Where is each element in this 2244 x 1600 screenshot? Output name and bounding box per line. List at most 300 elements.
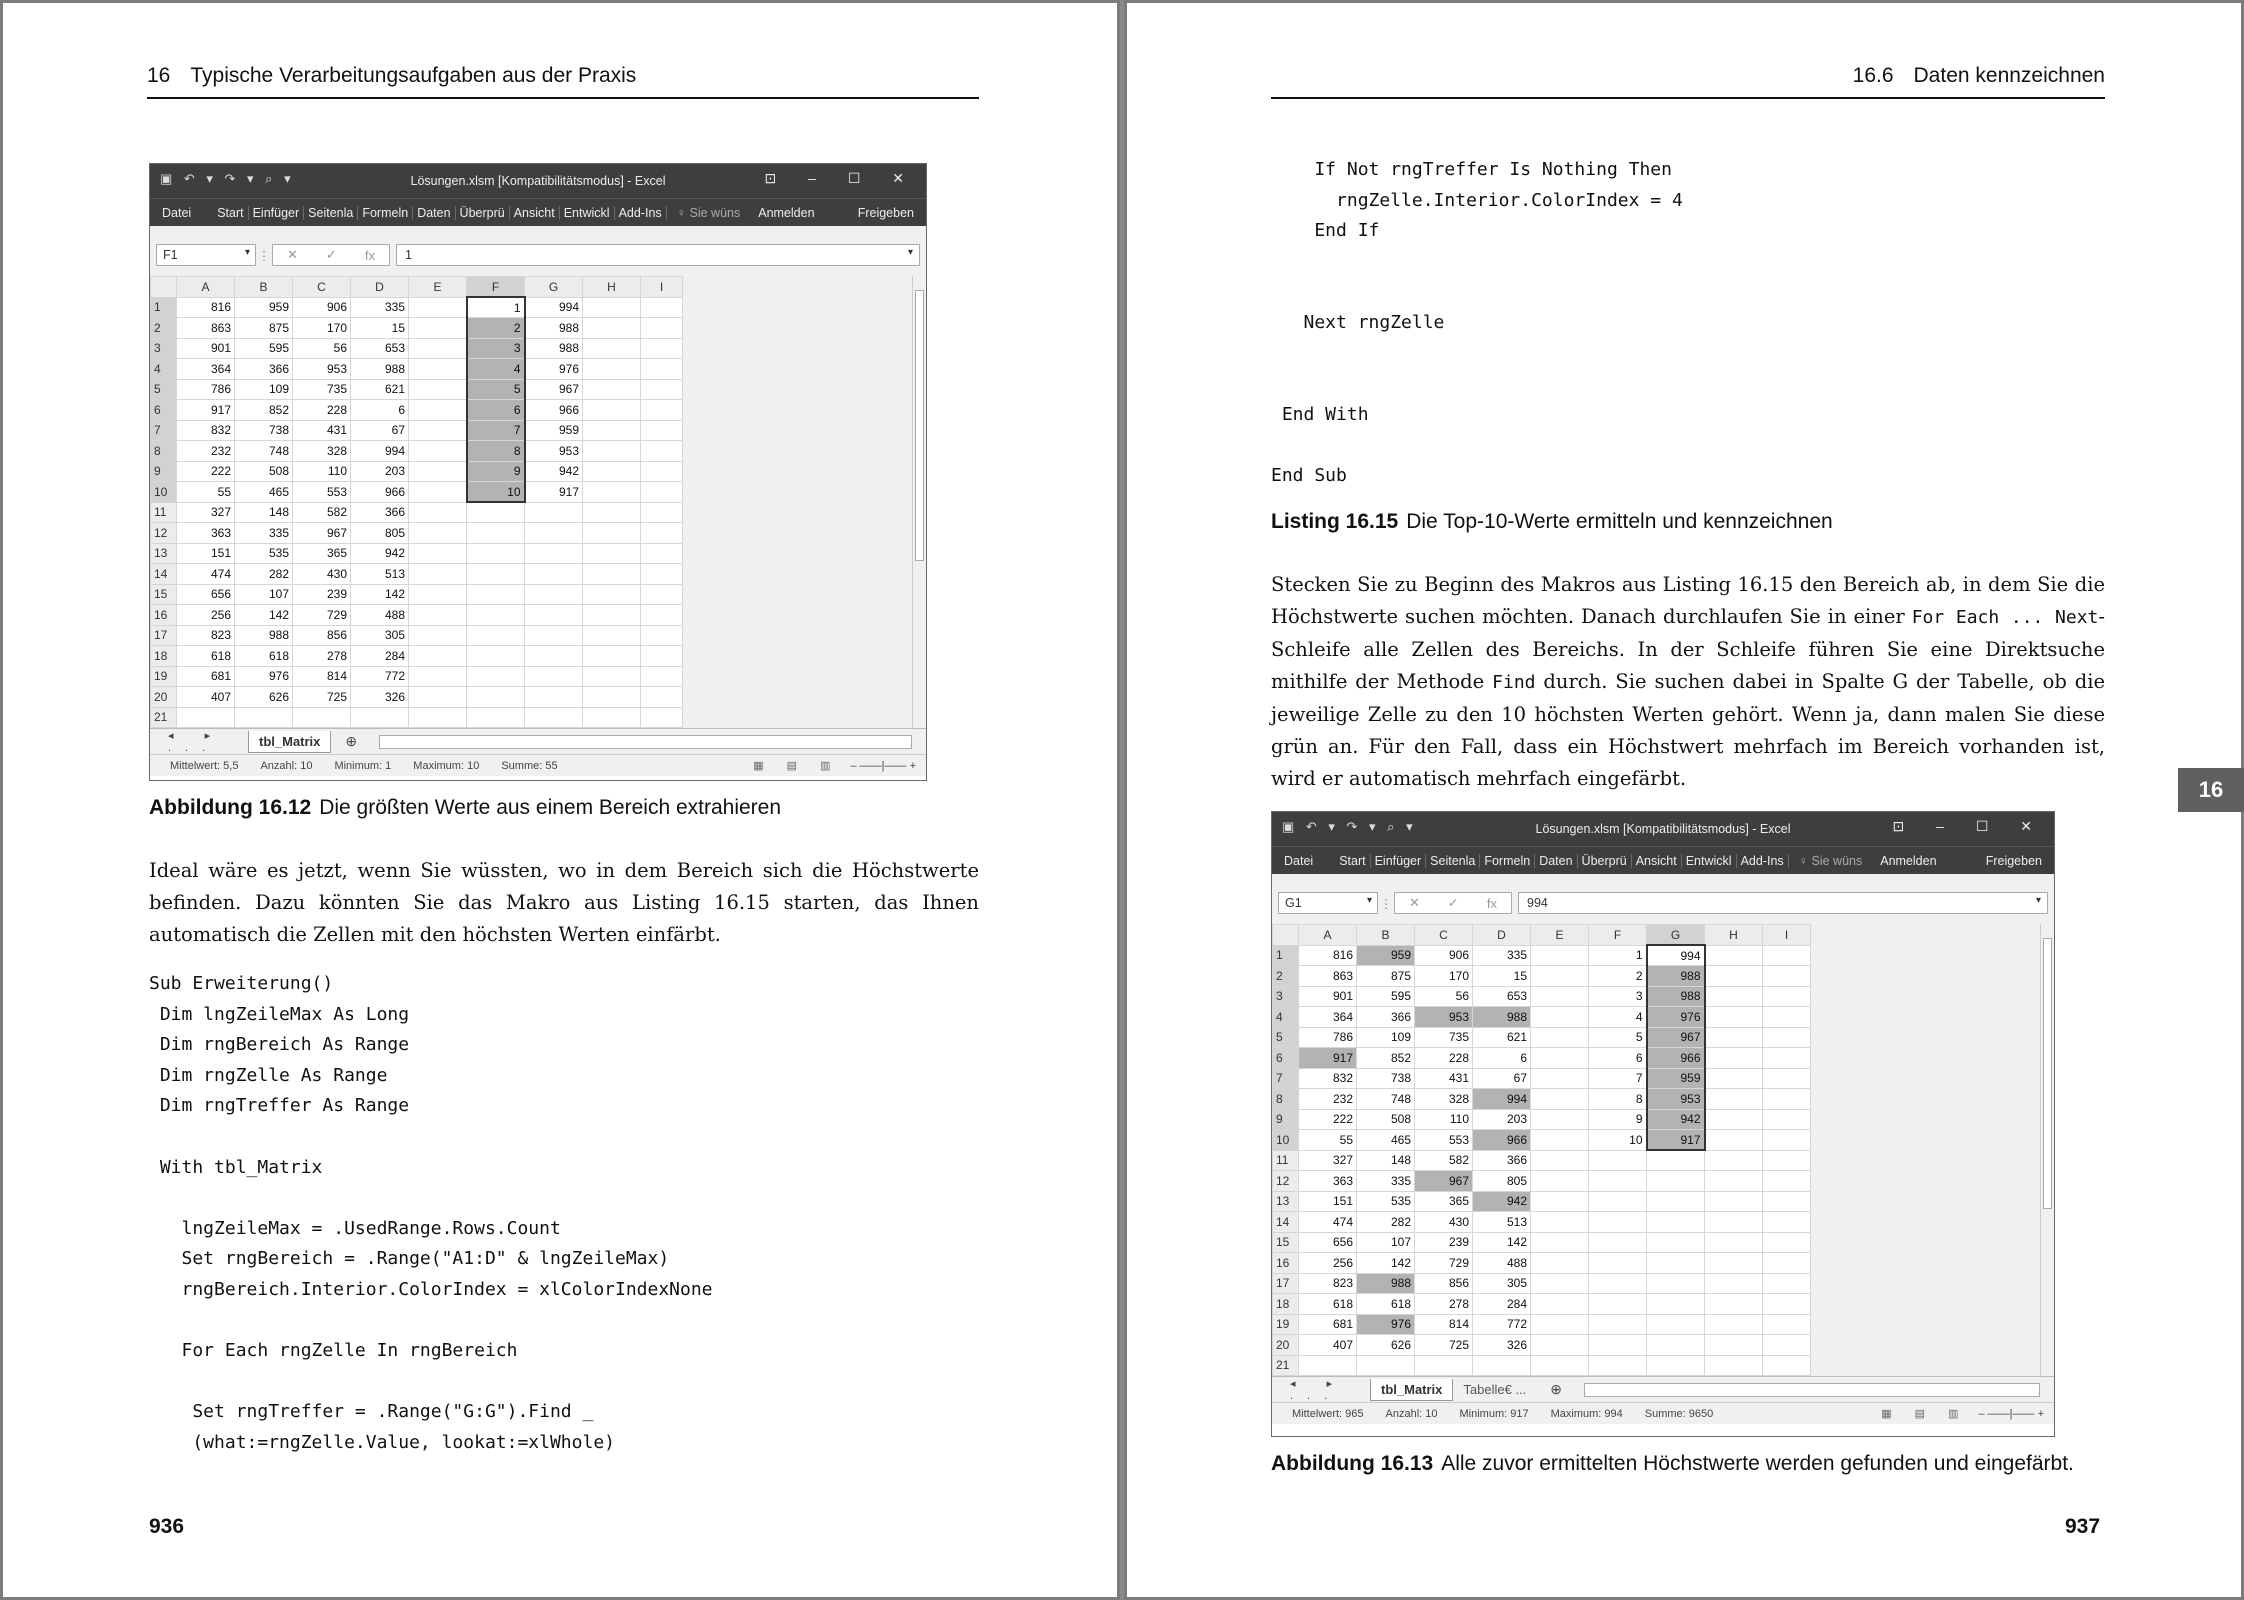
grid-cell[interactable] <box>1763 1150 1811 1171</box>
grid-cell[interactable]: 725 <box>293 687 351 708</box>
grid-cell[interactable] <box>525 543 583 564</box>
grid-cell[interactable] <box>583 338 641 359</box>
grid-cell[interactable]: 7 <box>467 420 525 441</box>
column-header-g[interactable]: G <box>525 277 583 298</box>
grid-cell[interactable]: 488 <box>351 605 409 626</box>
grid-cell[interactable]: 474 <box>1299 1212 1357 1233</box>
grid-cell[interactable] <box>525 605 583 626</box>
grid-cell[interactable]: 772 <box>1473 1314 1531 1335</box>
horizontal-scrollbar[interactable] <box>1584 1383 2040 1397</box>
grid-cell[interactable] <box>467 646 525 667</box>
grid-cell[interactable] <box>1763 1048 1811 1069</box>
grid-cell[interactable]: 508 <box>235 461 293 482</box>
tab-seitenla[interactable]: Seitenla <box>304 206 358 220</box>
grid-cell[interactable] <box>583 318 641 339</box>
grid-cell[interactable] <box>409 687 467 708</box>
grid-cell[interactable] <box>409 482 467 503</box>
grid-cell[interactable] <box>467 564 525 585</box>
grid-cell[interactable]: 595 <box>1357 986 1415 1007</box>
grid-cell[interactable] <box>525 584 583 605</box>
grid-cell[interactable] <box>1531 1273 1589 1294</box>
grid-cell[interactable]: 328 <box>293 441 351 462</box>
view-buttons[interactable]: ▦ ▤ ▥ <box>753 760 841 772</box>
grid-cell[interactable] <box>1705 966 1763 987</box>
column-header-b[interactable]: B <box>1357 925 1415 946</box>
grid-cell[interactable]: 772 <box>351 666 409 687</box>
grid-cell[interactable] <box>1299 1355 1357 1376</box>
grid-cell[interactable]: 8 <box>467 441 525 462</box>
row-header[interactable]: 8 <box>151 441 177 462</box>
tab-daten[interactable]: Daten <box>1535 854 1577 868</box>
grid-cell[interactable]: 366 <box>1357 1007 1415 1028</box>
grid-cell[interactable] <box>235 707 293 728</box>
grid-cell[interactable] <box>583 379 641 400</box>
grid-cell[interactable] <box>641 441 683 462</box>
grid-cell[interactable] <box>467 666 525 687</box>
confirm-icon[interactable]: ✓ <box>1447 895 1459 910</box>
grid-cell[interactable] <box>467 543 525 564</box>
grid-cell[interactable]: 4 <box>467 359 525 380</box>
grid-cell[interactable] <box>1531 1294 1589 1315</box>
grid-cell[interactable]: 7 <box>1589 1068 1647 1089</box>
grid-cell[interactable] <box>1763 1191 1811 1212</box>
grid-cell[interactable]: 239 <box>1415 1232 1473 1253</box>
grid-cell[interactable] <box>641 482 683 503</box>
grid-cell[interactable] <box>1705 1150 1763 1171</box>
grid-cell[interactable]: 953 <box>1415 1007 1473 1028</box>
grid-cell[interactable]: 994 <box>1473 1089 1531 1110</box>
formula-bar-splitter[interactable]: ⋮ <box>257 248 271 263</box>
grid-cell[interactable]: 107 <box>1357 1232 1415 1253</box>
row-header[interactable]: 3 <box>151 338 177 359</box>
grid-cell[interactable] <box>1705 1355 1763 1376</box>
grid-cell[interactable]: 148 <box>1357 1150 1415 1171</box>
grid-cell[interactable]: 67 <box>351 420 409 441</box>
grid-cell[interactable]: 618 <box>1299 1294 1357 1315</box>
grid-cell[interactable]: 282 <box>1357 1212 1415 1233</box>
grid-cell[interactable] <box>467 605 525 626</box>
grid-cell[interactable] <box>1531 1068 1589 1089</box>
grid-cell[interactable]: 55 <box>1299 1130 1357 1151</box>
grid-cell[interactable] <box>1705 1314 1763 1335</box>
grid-cell[interactable] <box>641 297 683 318</box>
row-header[interactable]: 5 <box>1273 1027 1299 1048</box>
grid-cell[interactable] <box>409 584 467 605</box>
row-header[interactable]: 15 <box>1273 1232 1299 1253</box>
grid-cell[interactable] <box>1531 1007 1589 1028</box>
grid-cell[interactable] <box>641 625 683 646</box>
grid-cell[interactable] <box>641 707 683 728</box>
grid-cell[interactable]: 56 <box>293 338 351 359</box>
grid-cell[interactable] <box>1589 1212 1647 1233</box>
grid-cell[interactable] <box>1589 1253 1647 1274</box>
grid-cell[interactable]: 15 <box>1473 966 1531 987</box>
scroll-thumb[interactable] <box>2043 938 2052 1209</box>
grid-cell[interactable]: 2 <box>467 318 525 339</box>
column-header-i[interactable]: I <box>641 277 683 298</box>
grid-cell[interactable] <box>1531 945 1589 966</box>
grid-cell[interactable] <box>1763 1355 1811 1376</box>
grid-cell[interactable]: 967 <box>1647 1027 1705 1048</box>
grid-cell[interactable]: 786 <box>177 379 235 400</box>
grid-cell[interactable] <box>641 461 683 482</box>
grid-cell[interactable]: 335 <box>351 297 409 318</box>
grid-cell[interactable] <box>1531 1027 1589 1048</box>
vertical-scrollbar[interactable] <box>912 276 926 728</box>
grid-cell[interactable] <box>1589 1150 1647 1171</box>
grid-cell[interactable]: 735 <box>293 379 351 400</box>
grid-cell[interactable]: 109 <box>1357 1027 1415 1048</box>
grid-cell[interactable] <box>1531 1232 1589 1253</box>
row-header[interactable]: 12 <box>1273 1171 1299 1192</box>
select-all-corner[interactable] <box>1273 925 1299 946</box>
column-header-h[interactable]: H <box>1705 925 1763 946</box>
grid-cell[interactable]: 535 <box>235 543 293 564</box>
grid-cell[interactable]: 901 <box>1299 986 1357 1007</box>
tab-einfüger[interactable]: Einfüger <box>1371 854 1427 868</box>
grid-cell[interactable]: 465 <box>1357 1130 1415 1151</box>
grid-cell[interactable]: 366 <box>1473 1150 1531 1171</box>
grid-cell[interactable] <box>409 338 467 359</box>
grid-cell[interactable]: 3 <box>1589 986 1647 1007</box>
column-header-f[interactable]: F <box>467 277 525 298</box>
column-header-e[interactable]: E <box>409 277 467 298</box>
grid-cell[interactable]: 966 <box>1473 1130 1531 1151</box>
grid-cell[interactable]: 364 <box>177 359 235 380</box>
column-header-e[interactable]: E <box>1531 925 1589 946</box>
grid-cell[interactable] <box>1705 986 1763 1007</box>
share-button[interactable]: Freigeben <box>857 205 914 220</box>
grid-cell[interactable] <box>1763 1253 1811 1274</box>
grid-cell[interactable]: 142 <box>1357 1253 1415 1274</box>
grid-cell[interactable] <box>1647 1273 1705 1294</box>
tab-start[interactable]: Start <box>1335 854 1370 868</box>
grid-cell[interactable]: 621 <box>351 379 409 400</box>
grid-cell[interactable]: 729 <box>1415 1253 1473 1274</box>
grid-cell[interactable]: 863 <box>177 318 235 339</box>
grid-cell[interactable] <box>641 646 683 667</box>
grid-cell[interactable]: 653 <box>1473 986 1531 1007</box>
grid-cell[interactable] <box>1647 1314 1705 1335</box>
grid-cell[interactable] <box>1589 1191 1647 1212</box>
grid-cell[interactable]: 656 <box>1299 1232 1357 1253</box>
tab-formeln[interactable]: Formeln <box>358 206 413 220</box>
quick-access-toolbar[interactable]: ▣ ↶ ▾ ↷ ▾ ⌕ ▾ <box>1282 819 1417 834</box>
grid-cell[interactable]: 366 <box>351 502 409 523</box>
row-header[interactable]: 15 <box>151 584 177 605</box>
grid-cell[interactable]: 966 <box>351 482 409 503</box>
grid-cell[interactable] <box>1763 1335 1811 1356</box>
grid-cell[interactable] <box>525 523 583 544</box>
grid-cell[interactable]: 735 <box>1415 1027 1473 1048</box>
grid-cell[interactable]: 107 <box>235 584 293 605</box>
grid-cell[interactable]: 875 <box>235 318 293 339</box>
row-header[interactable]: 13 <box>151 543 177 564</box>
grid-cell[interactable] <box>409 502 467 523</box>
grid-cell[interactable]: 15 <box>351 318 409 339</box>
grid-cell[interactable]: 976 <box>1357 1314 1415 1335</box>
sign-in-link[interactable]: Anmelden <box>1880 853 1937 868</box>
grid-cell[interactable] <box>525 502 583 523</box>
grid-cell[interactable]: 508 <box>1357 1109 1415 1130</box>
grid-cell[interactable]: 816 <box>1299 945 1357 966</box>
grid-cell[interactable] <box>1763 1068 1811 1089</box>
zoom-slider[interactable]: – ——|—— + <box>850 759 916 772</box>
grid-cell[interactable]: 816 <box>177 297 235 318</box>
grid-cell[interactable]: 814 <box>293 666 351 687</box>
tell-me-search[interactable]: ♀ Sie wüns <box>1798 853 1863 868</box>
row-header[interactable]: 19 <box>1273 1314 1299 1335</box>
grid-cell[interactable] <box>1647 1232 1705 1253</box>
grid-cell[interactable]: 256 <box>1299 1253 1357 1274</box>
grid-cell[interactable]: 852 <box>1357 1048 1415 1069</box>
grid-cell[interactable]: 488 <box>1473 1253 1531 1274</box>
grid-cell[interactable] <box>525 666 583 687</box>
row-header[interactable]: 11 <box>151 502 177 523</box>
grid-cell[interactable]: 284 <box>1473 1294 1531 1315</box>
formula-bar-splitter[interactable]: ⋮ <box>1379 896 1393 911</box>
grid-cell[interactable]: 626 <box>1357 1335 1415 1356</box>
grid-cell[interactable]: 151 <box>1299 1191 1357 1212</box>
grid-cell[interactable] <box>1531 1314 1589 1335</box>
row-header[interactable]: 17 <box>1273 1273 1299 1294</box>
grid-cell[interactable]: 595 <box>235 338 293 359</box>
row-header[interactable]: 18 <box>151 646 177 667</box>
grid-cell[interactable] <box>1531 1048 1589 1069</box>
grid-cell[interactable]: 170 <box>293 318 351 339</box>
grid-cell[interactable] <box>1705 945 1763 966</box>
grid-cell[interactable]: 976 <box>525 359 583 380</box>
grid-cell[interactable] <box>583 441 641 462</box>
grid-cell[interactable] <box>641 543 683 564</box>
grid-cell[interactable] <box>1531 1335 1589 1356</box>
grid-cell[interactable] <box>1531 1212 1589 1233</box>
grid-cell[interactable]: 365 <box>293 543 351 564</box>
grid-cell[interactable] <box>1763 986 1811 1007</box>
grid-cell[interactable] <box>641 605 683 626</box>
column-header-h[interactable]: H <box>583 277 641 298</box>
grid-cell[interactable] <box>1705 1212 1763 1233</box>
grid-cell[interactable]: 431 <box>1415 1068 1473 1089</box>
grid-cell[interactable]: 8 <box>1589 1089 1647 1110</box>
grid-cell[interactable]: 4 <box>1589 1007 1647 1028</box>
zoom-slider[interactable]: – ——|—— + <box>1978 1407 2044 1420</box>
grid-cell[interactable] <box>1705 1109 1763 1130</box>
grid-cell[interactable]: 942 <box>1473 1191 1531 1212</box>
grid-cell[interactable] <box>1589 1232 1647 1253</box>
grid-cell[interactable] <box>409 359 467 380</box>
grid-cell[interactable]: 513 <box>1473 1212 1531 1233</box>
grid-cell[interactable] <box>641 666 683 687</box>
grid-cell[interactable]: 67 <box>1473 1068 1531 1089</box>
sheet-tab-tbl-matrix[interactable]: tbl_Matrix <box>1370 1379 1453 1401</box>
tab-datei[interactable]: Datei <box>1284 853 1314 868</box>
grid-cell[interactable]: 474 <box>177 564 235 585</box>
row-header[interactable]: 16 <box>1273 1253 1299 1274</box>
grid-cell[interactable]: 1 <box>467 297 525 318</box>
grid-cell[interactable] <box>1705 1294 1763 1315</box>
grid-cell[interactable] <box>1531 1355 1589 1376</box>
horizontal-scrollbar[interactable] <box>379 735 912 749</box>
grid-cell[interactable]: 805 <box>1473 1171 1531 1192</box>
grid-cell[interactable] <box>1705 1335 1763 1356</box>
grid-cell[interactable] <box>409 297 467 318</box>
grid-cell[interactable]: 906 <box>1415 945 1473 966</box>
grid-cell[interactable]: 959 <box>1647 1068 1705 1089</box>
select-all-corner[interactable] <box>151 277 177 298</box>
grid-cell[interactable] <box>641 338 683 359</box>
tab-formeln[interactable]: Formeln <box>1480 854 1535 868</box>
column-header-b[interactable]: B <box>235 277 293 298</box>
grid-cell[interactable] <box>641 318 683 339</box>
grid-cell[interactable] <box>467 523 525 544</box>
grid-cell[interactable]: 988 <box>351 359 409 380</box>
grid-cell[interactable]: 203 <box>1473 1109 1531 1130</box>
new-sheet-icon[interactable]: ⊕ <box>1550 1381 1563 1397</box>
grid-cell[interactable] <box>1531 1089 1589 1110</box>
grid-cell[interactable] <box>467 707 525 728</box>
grid-cell[interactable]: 906 <box>293 297 351 318</box>
grid-cell[interactable]: 953 <box>1647 1089 1705 1110</box>
grid-cell[interactable]: 170 <box>1415 966 1473 987</box>
grid-cell[interactable]: 959 <box>235 297 293 318</box>
grid-cell[interactable]: 305 <box>1473 1273 1531 1294</box>
function-icon[interactable]: fx <box>364 247 375 263</box>
grid-cell[interactable] <box>1531 1171 1589 1192</box>
row-header[interactable]: 20 <box>151 687 177 708</box>
grid-cell[interactable]: 6 <box>1473 1048 1531 1069</box>
grid-cell[interactable]: 278 <box>293 646 351 667</box>
tab-seitenla[interactable]: Seitenla <box>1426 854 1480 868</box>
row-header[interactable]: 2 <box>1273 966 1299 987</box>
row-header[interactable]: 4 <box>151 359 177 380</box>
grid-cell[interactable]: 363 <box>1299 1171 1357 1192</box>
grid-cell[interactable]: 228 <box>293 400 351 421</box>
window-controls[interactable]: ⊡ – ☐ ✕ <box>764 170 918 186</box>
grid-cell[interactable]: 875 <box>1357 966 1415 987</box>
grid-cell[interactable]: 326 <box>1473 1335 1531 1356</box>
grid-cell[interactable]: 582 <box>293 502 351 523</box>
grid-cell[interactable] <box>1473 1355 1531 1376</box>
grid-cell[interactable]: 430 <box>293 564 351 585</box>
column-header-i[interactable]: I <box>1763 925 1811 946</box>
tab-überprü[interactable]: Überprü <box>1578 854 1632 868</box>
grid-cell[interactable]: 55 <box>177 482 235 503</box>
grid-cell[interactable] <box>1763 966 1811 987</box>
grid-cell[interactable]: 618 <box>177 646 235 667</box>
grid-cell[interactable] <box>525 625 583 646</box>
grid-cell[interactable] <box>1705 1089 1763 1110</box>
grid-cell[interactable]: 10 <box>467 482 525 503</box>
grid-cell[interactable]: 942 <box>525 461 583 482</box>
name-box[interactable]: F1 ▾ <box>156 244 256 266</box>
tab-entwickl[interactable]: Entwickl <box>1682 854 1737 868</box>
grid-cell[interactable]: 994 <box>525 297 583 318</box>
grid-cell[interactable] <box>467 584 525 605</box>
grid-cell[interactable] <box>583 687 641 708</box>
grid-cell[interactable]: 335 <box>1357 1171 1415 1192</box>
grid-cell[interactable]: 738 <box>235 420 293 441</box>
row-header[interactable]: 18 <box>1273 1294 1299 1315</box>
grid-cell[interactable]: 282 <box>235 564 293 585</box>
name-box[interactable]: G1 ▾ <box>1278 892 1378 914</box>
grid-cell[interactable] <box>409 707 467 728</box>
grid-cell[interactable]: 967 <box>1415 1171 1473 1192</box>
grid-cell[interactable] <box>1763 1109 1811 1130</box>
tab-daten[interactable]: Daten <box>413 206 455 220</box>
grid-cell[interactable]: 863 <box>1299 966 1357 987</box>
grid-cell[interactable] <box>1705 1130 1763 1151</box>
grid-cell[interactable]: 966 <box>525 400 583 421</box>
grid-cell[interactable] <box>1763 1027 1811 1048</box>
grid-cell[interactable] <box>1647 1335 1705 1356</box>
grid-cell[interactable] <box>1531 1253 1589 1274</box>
chapter-thumb-tab[interactable]: 16 <box>2178 768 2244 812</box>
row-header[interactable]: 6 <box>151 400 177 421</box>
grid-cell[interactable]: 823 <box>1299 1273 1357 1294</box>
grid-cell[interactable] <box>1589 1294 1647 1315</box>
grid-cell[interactable] <box>409 441 467 462</box>
grid-cell[interactable]: 151 <box>177 543 235 564</box>
grid-cell[interactable]: 553 <box>293 482 351 503</box>
grid-cell[interactable]: 366 <box>235 359 293 380</box>
grid-cell[interactable]: 988 <box>1473 1007 1531 1028</box>
grid-cell[interactable] <box>641 584 683 605</box>
grid-cell[interactable] <box>525 564 583 585</box>
grid-cell[interactable] <box>1531 986 1589 1007</box>
grid-cell[interactable]: 10 <box>1589 1130 1647 1151</box>
grid-cell[interactable]: 988 <box>235 625 293 646</box>
grid-cell[interactable]: 832 <box>177 420 235 441</box>
grid-cell[interactable] <box>641 379 683 400</box>
sign-in-link[interactable]: Anmelden <box>758 205 815 220</box>
grid-cell[interactable]: 953 <box>525 441 583 462</box>
grid-cell[interactable] <box>583 482 641 503</box>
vertical-scrollbar[interactable] <box>2040 924 2054 1376</box>
grid-cell[interactable] <box>1763 1273 1811 1294</box>
grid-cell[interactable] <box>583 543 641 564</box>
grid-cell[interactable]: 431 <box>293 420 351 441</box>
row-header[interactable]: 7 <box>151 420 177 441</box>
row-header[interactable]: 3 <box>1273 986 1299 1007</box>
row-header[interactable]: 14 <box>1273 1212 1299 1233</box>
grid-cell[interactable] <box>1647 1212 1705 1233</box>
grid-cell[interactable]: 6 <box>1589 1048 1647 1069</box>
grid-cell[interactable] <box>1705 1068 1763 1089</box>
grid-cell[interactable]: 967 <box>525 379 583 400</box>
grid-cell[interactable] <box>641 687 683 708</box>
grid-cell[interactable]: 5 <box>1589 1027 1647 1048</box>
grid-cell[interactable] <box>641 420 683 441</box>
column-header-d[interactable]: D <box>351 277 409 298</box>
grid-cell[interactable] <box>1705 1253 1763 1274</box>
grid-cell[interactable] <box>1705 1273 1763 1294</box>
grid-cell[interactable]: 626 <box>235 687 293 708</box>
grid-cell[interactable] <box>641 564 683 585</box>
tell-me-search[interactable]: ♀ Sie wüns <box>676 205 741 220</box>
grid-cell[interactable]: 327 <box>177 502 235 523</box>
grid-cell[interactable]: 823 <box>177 625 235 646</box>
grid-cell[interactable]: 535 <box>1357 1191 1415 1212</box>
grid-cell[interactable]: 6 <box>351 400 409 421</box>
row-header[interactable]: 10 <box>1273 1130 1299 1151</box>
grid-cell[interactable] <box>1763 1089 1811 1110</box>
grid-cell[interactable]: 681 <box>1299 1314 1357 1335</box>
grid-cell[interactable] <box>583 420 641 441</box>
tab-add-ins[interactable]: Add-Ins <box>615 206 667 220</box>
grid-cell[interactable] <box>409 666 467 687</box>
grid-cell[interactable] <box>583 297 641 318</box>
